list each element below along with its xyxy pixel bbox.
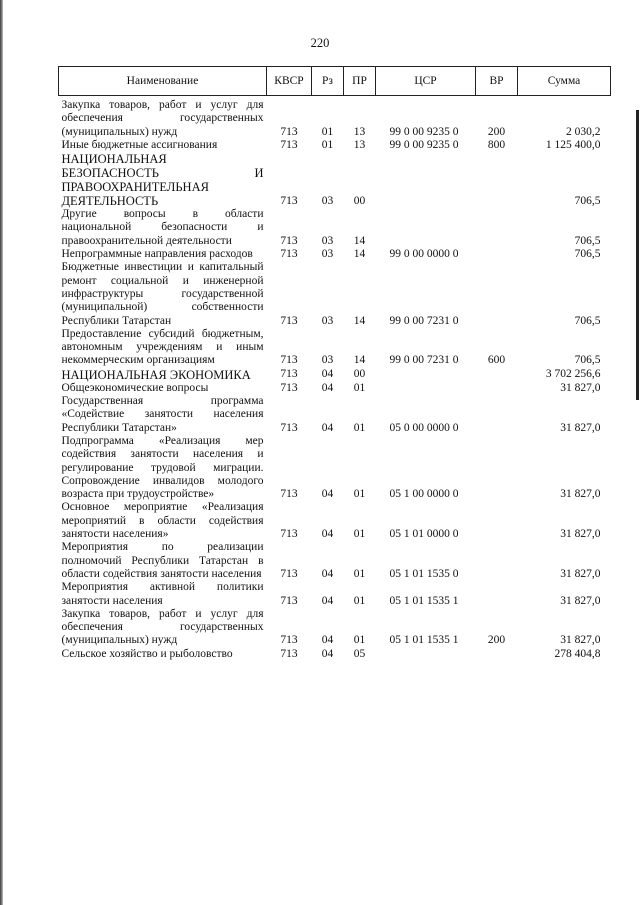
scan-edge-right — [636, 110, 639, 400]
row-vr — [476, 541, 518, 581]
table-row — [59, 368, 611, 382]
row-name: Государственная программа «Содействие занятости населения Республики Татарстан» — [61, 395, 264, 434]
row-name: Непрограммные направления расходов — [61, 248, 253, 261]
row-sum: 278 404,8 — [554, 647, 601, 660]
header-csr: ЦСР — [376, 67, 476, 96]
row-vr: 800 — [487, 138, 506, 151]
row-rz: 04 — [321, 567, 334, 580]
row-csr — [376, 152, 476, 208]
row-name: Общеэкономические вопросы — [61, 381, 209, 394]
header-kvsr: КВСР — [267, 67, 312, 96]
row-name: Бюджетные инвестиции и капитальный ремонт социальной и инженерной инфраструктуры государственной (муниципальной) собственности Республики Татарстан — [61, 261, 264, 327]
row-rz: 01 — [321, 138, 334, 151]
row-kvsr: 713 — [280, 354, 298, 367]
row-vr: 200 — [487, 125, 506, 138]
table-row — [59, 139, 611, 152]
row-vr: 200 — [487, 634, 506, 647]
row-pr: 01 — [353, 421, 366, 434]
row-rz: 03 — [321, 234, 334, 247]
row-kvsr: 713 — [280, 234, 298, 247]
row-name: Мероприятия активной политики занятости населения — [61, 581, 264, 607]
row-csr: 05 1 01 1535 0 — [389, 567, 459, 580]
row-kvsr: 713 — [280, 368, 298, 381]
row-kvsr: 713 — [280, 194, 298, 207]
row-csr — [376, 368, 476, 382]
row-csr: 05 1 01 1535 1 — [389, 594, 459, 607]
row-kvsr: 713 — [280, 634, 298, 647]
row-name: Закупка товаров, работ и услуг для обеспечения государственных (муниципальных) нужд — [61, 607, 264, 647]
page-number: 220 — [310, 36, 330, 50]
row-pr: 01 — [353, 567, 366, 580]
row-rz: 03 — [321, 314, 334, 327]
row-sum: 706,5 — [574, 194, 601, 207]
row-sum: 31 827,0 — [560, 488, 601, 501]
row-rz: 04 — [321, 634, 334, 647]
row-rz: 04 — [321, 368, 334, 381]
row-sum: 706,5 — [574, 248, 601, 261]
row-csr: 99 0 00 0000 0 — [389, 248, 459, 261]
row-vr — [476, 395, 518, 435]
row-pr: 14 — [353, 248, 366, 261]
row-pr: 01 — [353, 634, 366, 647]
row-rz: 04 — [321, 381, 334, 394]
row-name: Иные бюджетные ассигнования — [61, 138, 218, 151]
row-kvsr: 713 — [280, 488, 298, 501]
row-sum: 31 827,0 — [560, 567, 601, 580]
row-name: НАЦИОНАЛЬНАЯ ЭКОНОМИКА — [61, 367, 251, 382]
row-kvsr: 713 — [280, 567, 298, 580]
header-rz: Рз — [312, 67, 344, 96]
table-row — [59, 208, 611, 248]
table-row — [59, 648, 611, 661]
row-vr: 600 — [487, 354, 506, 367]
row-vr — [476, 435, 518, 501]
row-csr: 05 1 00 0000 0 — [389, 488, 459, 501]
row-rz: 03 — [321, 354, 334, 367]
row-name: Основное мероприятие «Реализация мероприятий в области содействия занятости населения» — [61, 501, 264, 541]
row-rz: 03 — [321, 194, 334, 207]
row-name: Мероприятия по реализации полномочий Республики Татарстан в области содействия занятости населения — [61, 541, 264, 580]
table-row — [59, 435, 611, 501]
header-pr: ПР — [344, 67, 376, 96]
row-pr: 00 — [353, 194, 366, 207]
row-rz: 03 — [321, 248, 334, 261]
table-row — [59, 261, 611, 327]
row-vr — [476, 581, 518, 608]
table-row — [59, 328, 611, 368]
row-kvsr: 713 — [280, 381, 298, 394]
row-vr — [476, 261, 518, 327]
row-kvsr: 713 — [280, 125, 298, 138]
row-pr: 01 — [353, 488, 366, 501]
row-sum: 31 827,0 — [560, 634, 601, 647]
table-row — [59, 395, 611, 435]
row-sum: 31 827,0 — [560, 421, 601, 434]
row-rz: 04 — [321, 421, 334, 434]
table-row — [59, 382, 611, 395]
row-csr — [376, 208, 476, 248]
row-name: НАЦИОНАЛЬНАЯ БЕЗОПАСНОСТЬ И ПРАВООХРАНИТЕЛЬНАЯ ДЕЯТЕЛЬНОСТЬ — [61, 152, 264, 209]
row-pr: 13 — [353, 138, 366, 151]
row-csr: 99 0 00 7231 0 — [389, 314, 459, 327]
row-vr — [476, 152, 518, 208]
budget-table — [58, 66, 611, 661]
row-csr: 05 1 01 1535 1 — [389, 634, 459, 647]
row-name: Подпрограмма «Реализация мер содействия занятости населения и регулирование трудовой миграции. Сопровождение инвалидов молодого возраста при трудоустройстве» — [61, 434, 264, 501]
row-kvsr: 713 — [280, 138, 298, 151]
row-sum: 1 125 400,0 — [545, 138, 601, 151]
header-sum: Сумма — [518, 67, 611, 96]
row-sum: 31 827,0 — [560, 528, 601, 541]
row-csr: 99 0 00 9235 0 — [389, 138, 459, 151]
row-rz: 04 — [321, 647, 334, 660]
header-name: Наименование — [59, 67, 267, 96]
row-pr: 00 — [353, 368, 366, 381]
row-pr: 14 — [353, 314, 366, 327]
table-row — [59, 541, 611, 581]
row-kvsr: 713 — [280, 421, 298, 434]
row-name: Другие вопросы в области национальной безопасности и правоохранительной деятельности — [61, 208, 264, 247]
row-rz: 04 — [321, 488, 334, 501]
row-pr: 05 — [353, 647, 366, 660]
table-row — [59, 96, 611, 139]
table-row — [59, 152, 611, 208]
row-sum: 706,5 — [574, 354, 601, 367]
row-name: Закупка товаров, работ и услуг для обеспечения государственных (муниципальных) нужд — [61, 99, 264, 138]
row-kvsr: 713 — [280, 248, 298, 261]
row-csr — [376, 382, 476, 395]
row-sum: 31 827,0 — [560, 381, 601, 394]
row-vr — [476, 382, 518, 395]
table-body — [59, 96, 611, 661]
row-rz: 04 — [321, 594, 334, 607]
row-rz: 04 — [321, 528, 334, 541]
table-row — [59, 248, 611, 261]
row-vr — [476, 248, 518, 261]
row-rz: 01 — [321, 125, 334, 138]
row-kvsr: 713 — [280, 314, 298, 327]
row-csr — [376, 648, 476, 661]
row-sum: 2 030,2 — [566, 125, 601, 138]
table-row — [59, 581, 611, 608]
row-pr: 14 — [353, 354, 366, 367]
row-name: Сельское хозяйство и рыболовство — [61, 647, 233, 660]
row-vr — [476, 208, 518, 248]
row-csr: 99 0 00 7231 0 — [389, 354, 459, 367]
table-row — [59, 608, 611, 648]
row-name: Предоставление субсидий бюджетным, автономным учреждениям и иным некоммерческим организациям — [61, 327, 264, 367]
row-kvsr: 713 — [280, 647, 298, 660]
row-pr: 01 — [353, 381, 366, 394]
row-pr: 14 — [353, 234, 366, 247]
table-row — [59, 501, 611, 541]
row-vr — [476, 368, 518, 382]
row-pr: 01 — [353, 528, 366, 541]
table-header — [59, 67, 611, 96]
row-pr: 13 — [353, 125, 366, 138]
row-kvsr: 713 — [280, 528, 298, 541]
row-sum: 706,5 — [574, 234, 601, 247]
row-vr — [476, 648, 518, 661]
row-kvsr: 713 — [280, 594, 298, 607]
row-vr — [476, 501, 518, 541]
row-sum: 706,5 — [574, 314, 601, 327]
row-csr: 05 1 01 0000 0 — [389, 528, 459, 541]
row-sum: 31 827,0 — [560, 594, 601, 607]
row-csr: 05 0 00 0000 0 — [389, 421, 459, 434]
scan-edge-left — [0, 0, 3, 905]
header-vr: ВР — [476, 67, 518, 96]
row-csr: 99 0 00 9235 0 — [389, 125, 459, 138]
row-sum: 3 702 256,6 — [545, 368, 601, 381]
row-pr: 01 — [353, 594, 366, 607]
